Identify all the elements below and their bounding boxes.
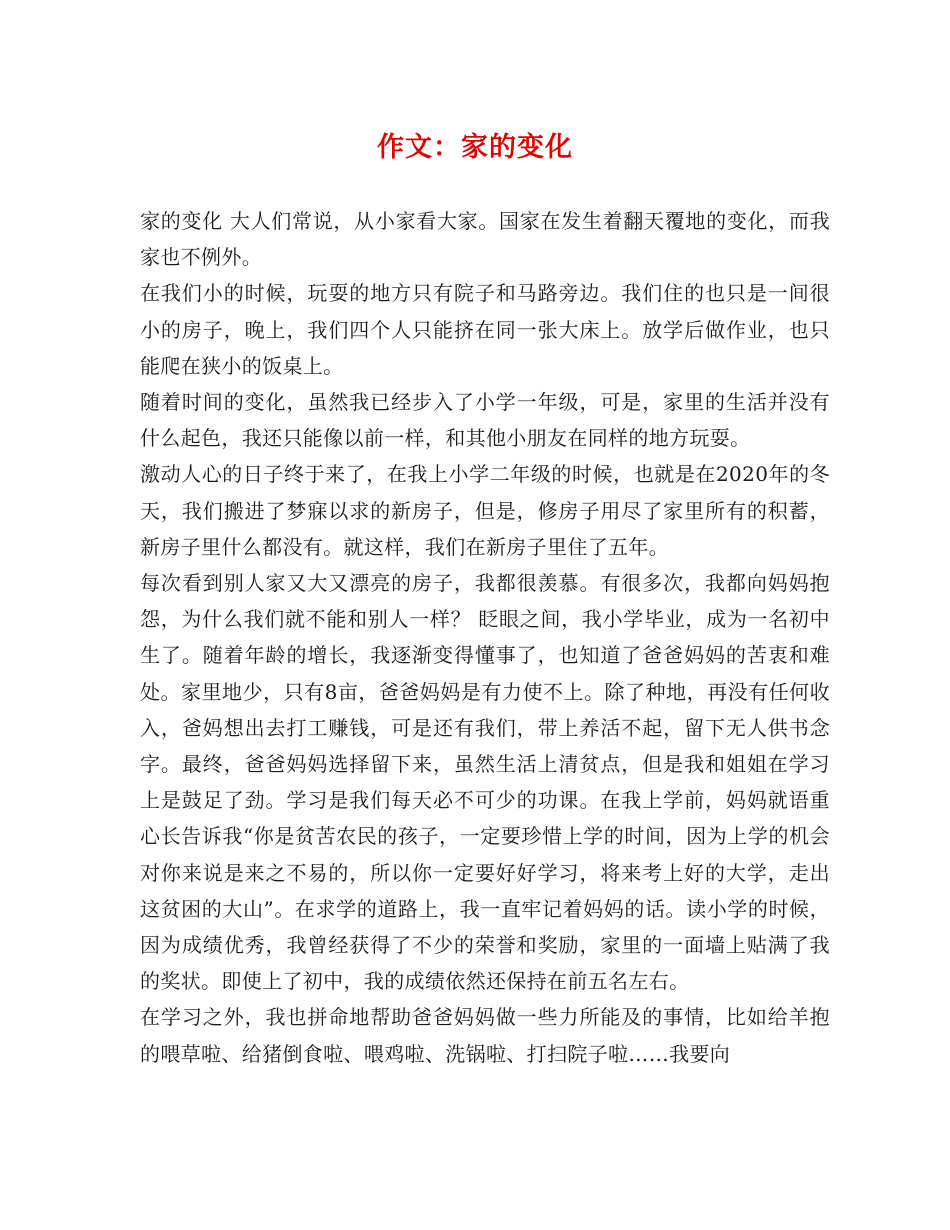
paragraph: 家的变化 大人们常说，从小家看大家。国家在发生着翻天覆地的变化，而我家也不例外。 — [140, 209, 830, 270]
document-title: 作文：家的变化 — [377, 132, 573, 163]
paragraph: 激动人心的日子终于来了，在我上小学二年级的时候，也就是在2020年的冬天，我们搬进了梦寐以求的新房子，但是，修房子用尽了家里所有的积蓄，新房子里什么都没有。就这样，我们在新房子里住了五年。 — [140, 462, 830, 559]
paragraph: 在学习之外，我也拼命地帮助爸爸妈妈做一些力所能及的事情，比如给羊抱的喂草啦、给猪倒食啦、喂鸡啦、洗锅啦、打扫院子啦……我要向 — [140, 1005, 830, 1066]
document-body — [140, 203, 830, 1072]
paragraph: 在我们小的时候，玩耍的地方只有院子和马路旁边。我们住的也只是一间很小的房子，晚上，我们四个人只能挤在同一张大床上。放学后做作业，也只能爬在狭小的饭桌上。 — [140, 281, 830, 378]
paragraph: 随着时间的变化，虽然我已经步入了小学一年级，可是，家里的生活并没有什么起色，我还只能像以前一样，和其他小朋友在同样的地方玩耍。 — [140, 390, 830, 451]
paragraph: 每次看到别人家又大又漂亮的房子，我都很羡慕。有很多次，我都向妈妈抱怨，为什么我们就不能和别人一样？ 眨眼之间，我小学毕业，成为一名初中生了。随着年龄的增长，我逐渐变得懂事了，也知道了爸爸妈妈的苦衷和难处。家里地少，只有8亩，爸爸妈妈是有力使不上。除了种地，再没有任何收入，爸妈想出去打工赚钱，可是还有我们，带上养活不起，留下无人供书念字。最终，爸爸妈妈选择留下来，虽然生活上清贫点，但是我和姐姐在学习上是鼓足了劲。学习是我们每天必不可少的功课。在我上学前，妈妈就语重心长告诉我“你是贫苦农民的孩子，一定要珍惜上学的时间，因为上学的机会对你来说是来之不易的，所以你一定要好好学习，将来考上好的大学，走出这贫困的大山”。在求学的道路上，我一直牢记着妈妈的话。读小学的时候，因为成绩优秀，我曾经获得了不少的荣誉和奖励，家里的一面墙上贴满了我的奖状。即使上了初中，我的成绩依然还保持在前五名左右。 — [140, 571, 830, 994]
